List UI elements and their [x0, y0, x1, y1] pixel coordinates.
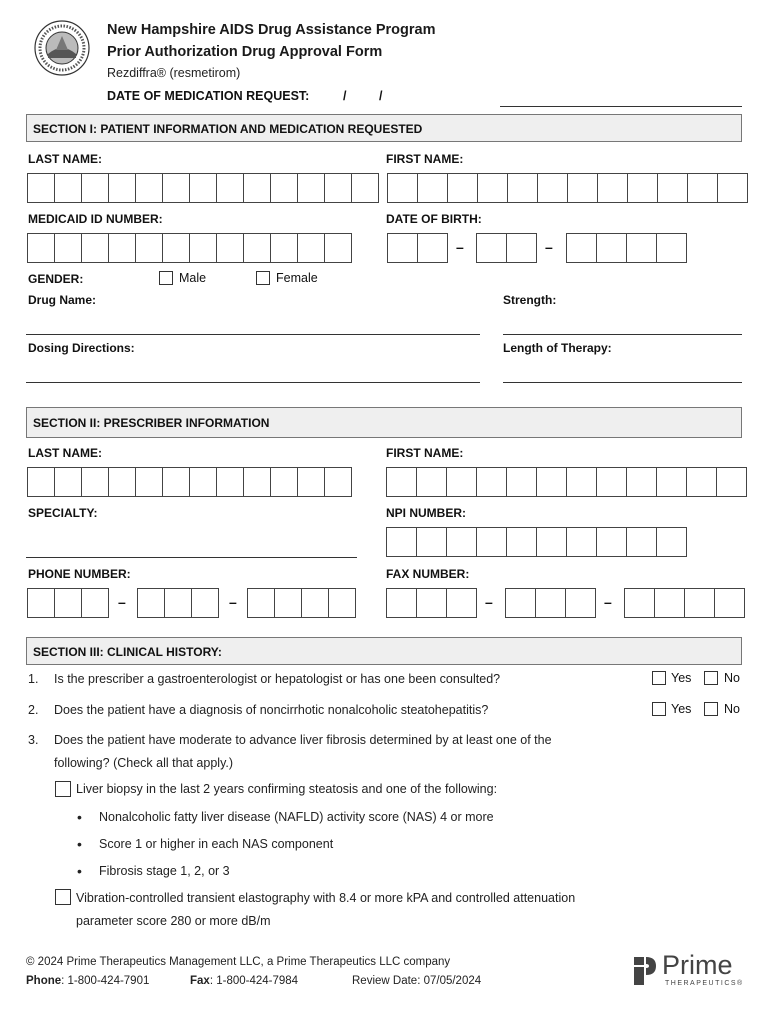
fax-area-boxes[interactable]: [386, 588, 476, 618]
liver-biopsy-text: Liver biopsy in the last 2 years confirming steatosis and one of the following:: [76, 782, 498, 796]
fax-line-boxes[interactable]: [624, 588, 744, 618]
fax-footer-label: Fax: [190, 975, 210, 987]
q1-text: Is the prescriber a gastroenterologist or hepatologist or has one been consulted?: [54, 672, 501, 686]
fax-dash-2: –: [604, 594, 612, 610]
prime-logo-subtext: THERAPEUTICS®: [665, 980, 744, 987]
fax-label: FAX NUMBER:: [386, 567, 470, 581]
dob-dash-1: –: [456, 239, 464, 255]
phone-dash-1: –: [118, 594, 126, 610]
length-label: Length of Therapy:: [503, 341, 612, 355]
prime-logo-text: Prime: [662, 950, 733, 980]
strength-label: Strength:: [503, 293, 557, 307]
npi-boxes[interactable]: [386, 527, 686, 557]
q2-yes-checkbox[interactable]: [652, 702, 666, 716]
length-line[interactable]: [503, 382, 742, 383]
bullet-fibrosis-stage: • Fibrosis stage 1, 2, or 3: [99, 864, 230, 878]
date-slash-1: /: [343, 89, 347, 103]
patient-first-name-boxes[interactable]: [387, 173, 747, 203]
q2-text: Does the patient have a diagnosis of noncirrhotic nonalcoholic steatohepatitis?: [54, 703, 489, 717]
q3-text-line1: Does the patient have moderate to advance liver fibrosis determined by at least one of the: [54, 733, 552, 747]
gender-label: GENDER:: [28, 272, 84, 286]
phone-dash-2: –: [229, 594, 237, 610]
patient-first-name-label: FIRST NAME:: [386, 152, 464, 166]
bullet-nas-score: • Nonalcoholic fatty liver disease (NAFLD) activity score (NAS) 4 or more: [99, 810, 494, 824]
male-label: Male: [179, 271, 207, 285]
prime-logo-icon: [632, 955, 658, 987]
phone-label: PHONE NUMBER:: [28, 567, 131, 581]
section-1-header: SECTION I: PATIENT INFORMATION AND MEDICATION REQUESTED: [26, 114, 742, 142]
q2-yes-label: Yes: [671, 702, 692, 716]
dob-label: DATE OF BIRTH:: [386, 212, 482, 226]
fax-dash-1: –: [485, 594, 493, 610]
bullet-nas-component: • Score 1 or higher in each NAS component: [99, 837, 333, 851]
date-request-line[interactable]: [500, 106, 742, 107]
prescriber-last-name-boxes[interactable]: [27, 467, 351, 497]
form-title: Prior Authorization Drug Approval Form: [107, 44, 383, 60]
phone-footer-value: : 1-800-424-7901: [61, 975, 150, 987]
patient-last-name-boxes[interactable]: [27, 173, 378, 203]
drug-name-line[interactable]: [26, 334, 480, 335]
dosing-label: Dosing Directions:: [28, 341, 135, 355]
prescriber-first-name-label: FIRST NAME:: [386, 446, 464, 460]
prescriber-last-name-label: LAST NAME:: [28, 446, 102, 460]
phone-prefix-boxes[interactable]: [137, 588, 218, 618]
section-3-header: SECTION III: CLINICAL HISTORY:: [26, 637, 742, 665]
program-title: New Hampshire AIDS Drug Assistance Program: [107, 22, 436, 38]
patient-last-name-label: LAST NAME:: [28, 152, 102, 166]
copyright-text: © 2024 Prime Therapeutics Management LLC, a Prime Therapeutics LLC company: [26, 956, 451, 968]
fax-prefix-boxes[interactable]: [505, 588, 595, 618]
date-request-label: DATE OF MEDICATION REQUEST: / /: [107, 89, 383, 103]
footer-contact: [26, 975, 482, 987]
review-date: Review Date: 07/05/2024: [352, 975, 482, 987]
medicaid-id-boxes[interactable]: [27, 233, 351, 263]
fax-footer-value: : 1-800-424-7984: [209, 975, 299, 987]
specialty-label: SPECIALTY:: [28, 506, 98, 520]
dob-day-boxes[interactable]: [476, 233, 536, 263]
phone-area-boxes[interactable]: [27, 588, 108, 618]
dob-year-boxes[interactable]: [566, 233, 686, 263]
specialty-line[interactable]: [26, 557, 357, 558]
date-slash-2: /: [379, 89, 383, 103]
phone-footer-label: Phone: [26, 975, 62, 987]
section-2-header: SECTION II: PRESCRIBER INFORMATION: [26, 407, 742, 438]
drug-name-label: Drug Name:: [28, 293, 97, 307]
q1-number: 1.: [28, 672, 39, 686]
npi-label: NPI NUMBER:: [386, 506, 466, 520]
elastography-text-line2: parameter score 280 or more dB/m: [76, 914, 271, 928]
dosing-line[interactable]: [26, 382, 480, 383]
elastography-checkbox[interactable]: [55, 889, 71, 905]
elastography-text-line1: Vibration-controlled transient elastography with 8.4 or more kPA and controlled attenuation: [76, 891, 576, 905]
state-seal-icon: [34, 20, 90, 76]
q2-no-checkbox[interactable]: [704, 702, 718, 716]
female-checkbox[interactable]: [256, 271, 270, 285]
q3-text-line2: following? (Check all that apply.): [54, 756, 234, 770]
q1-yes-checkbox[interactable]: [652, 671, 666, 685]
q2-number: 2.: [28, 703, 39, 717]
male-checkbox[interactable]: [159, 271, 173, 285]
drug-subtitle: Rezdiffra® (resmetirom): [107, 66, 241, 80]
phone-line-boxes[interactable]: [247, 588, 355, 618]
dob-month-boxes[interactable]: [387, 233, 447, 263]
prescriber-first-name-boxes[interactable]: [386, 467, 746, 497]
strength-line[interactable]: [503, 334, 742, 335]
q3-number: 3.: [28, 733, 39, 747]
liver-biopsy-checkbox[interactable]: [55, 781, 71, 797]
medicaid-id-label: MEDICAID ID NUMBER:: [28, 212, 163, 226]
q2-no-label: No: [724, 702, 740, 716]
female-label: Female: [276, 271, 318, 285]
q1-yes-label: Yes: [671, 671, 692, 685]
dob-dash-2: –: [545, 239, 553, 255]
q1-no-checkbox[interactable]: [704, 671, 718, 685]
q1-no-label: No: [724, 671, 740, 685]
